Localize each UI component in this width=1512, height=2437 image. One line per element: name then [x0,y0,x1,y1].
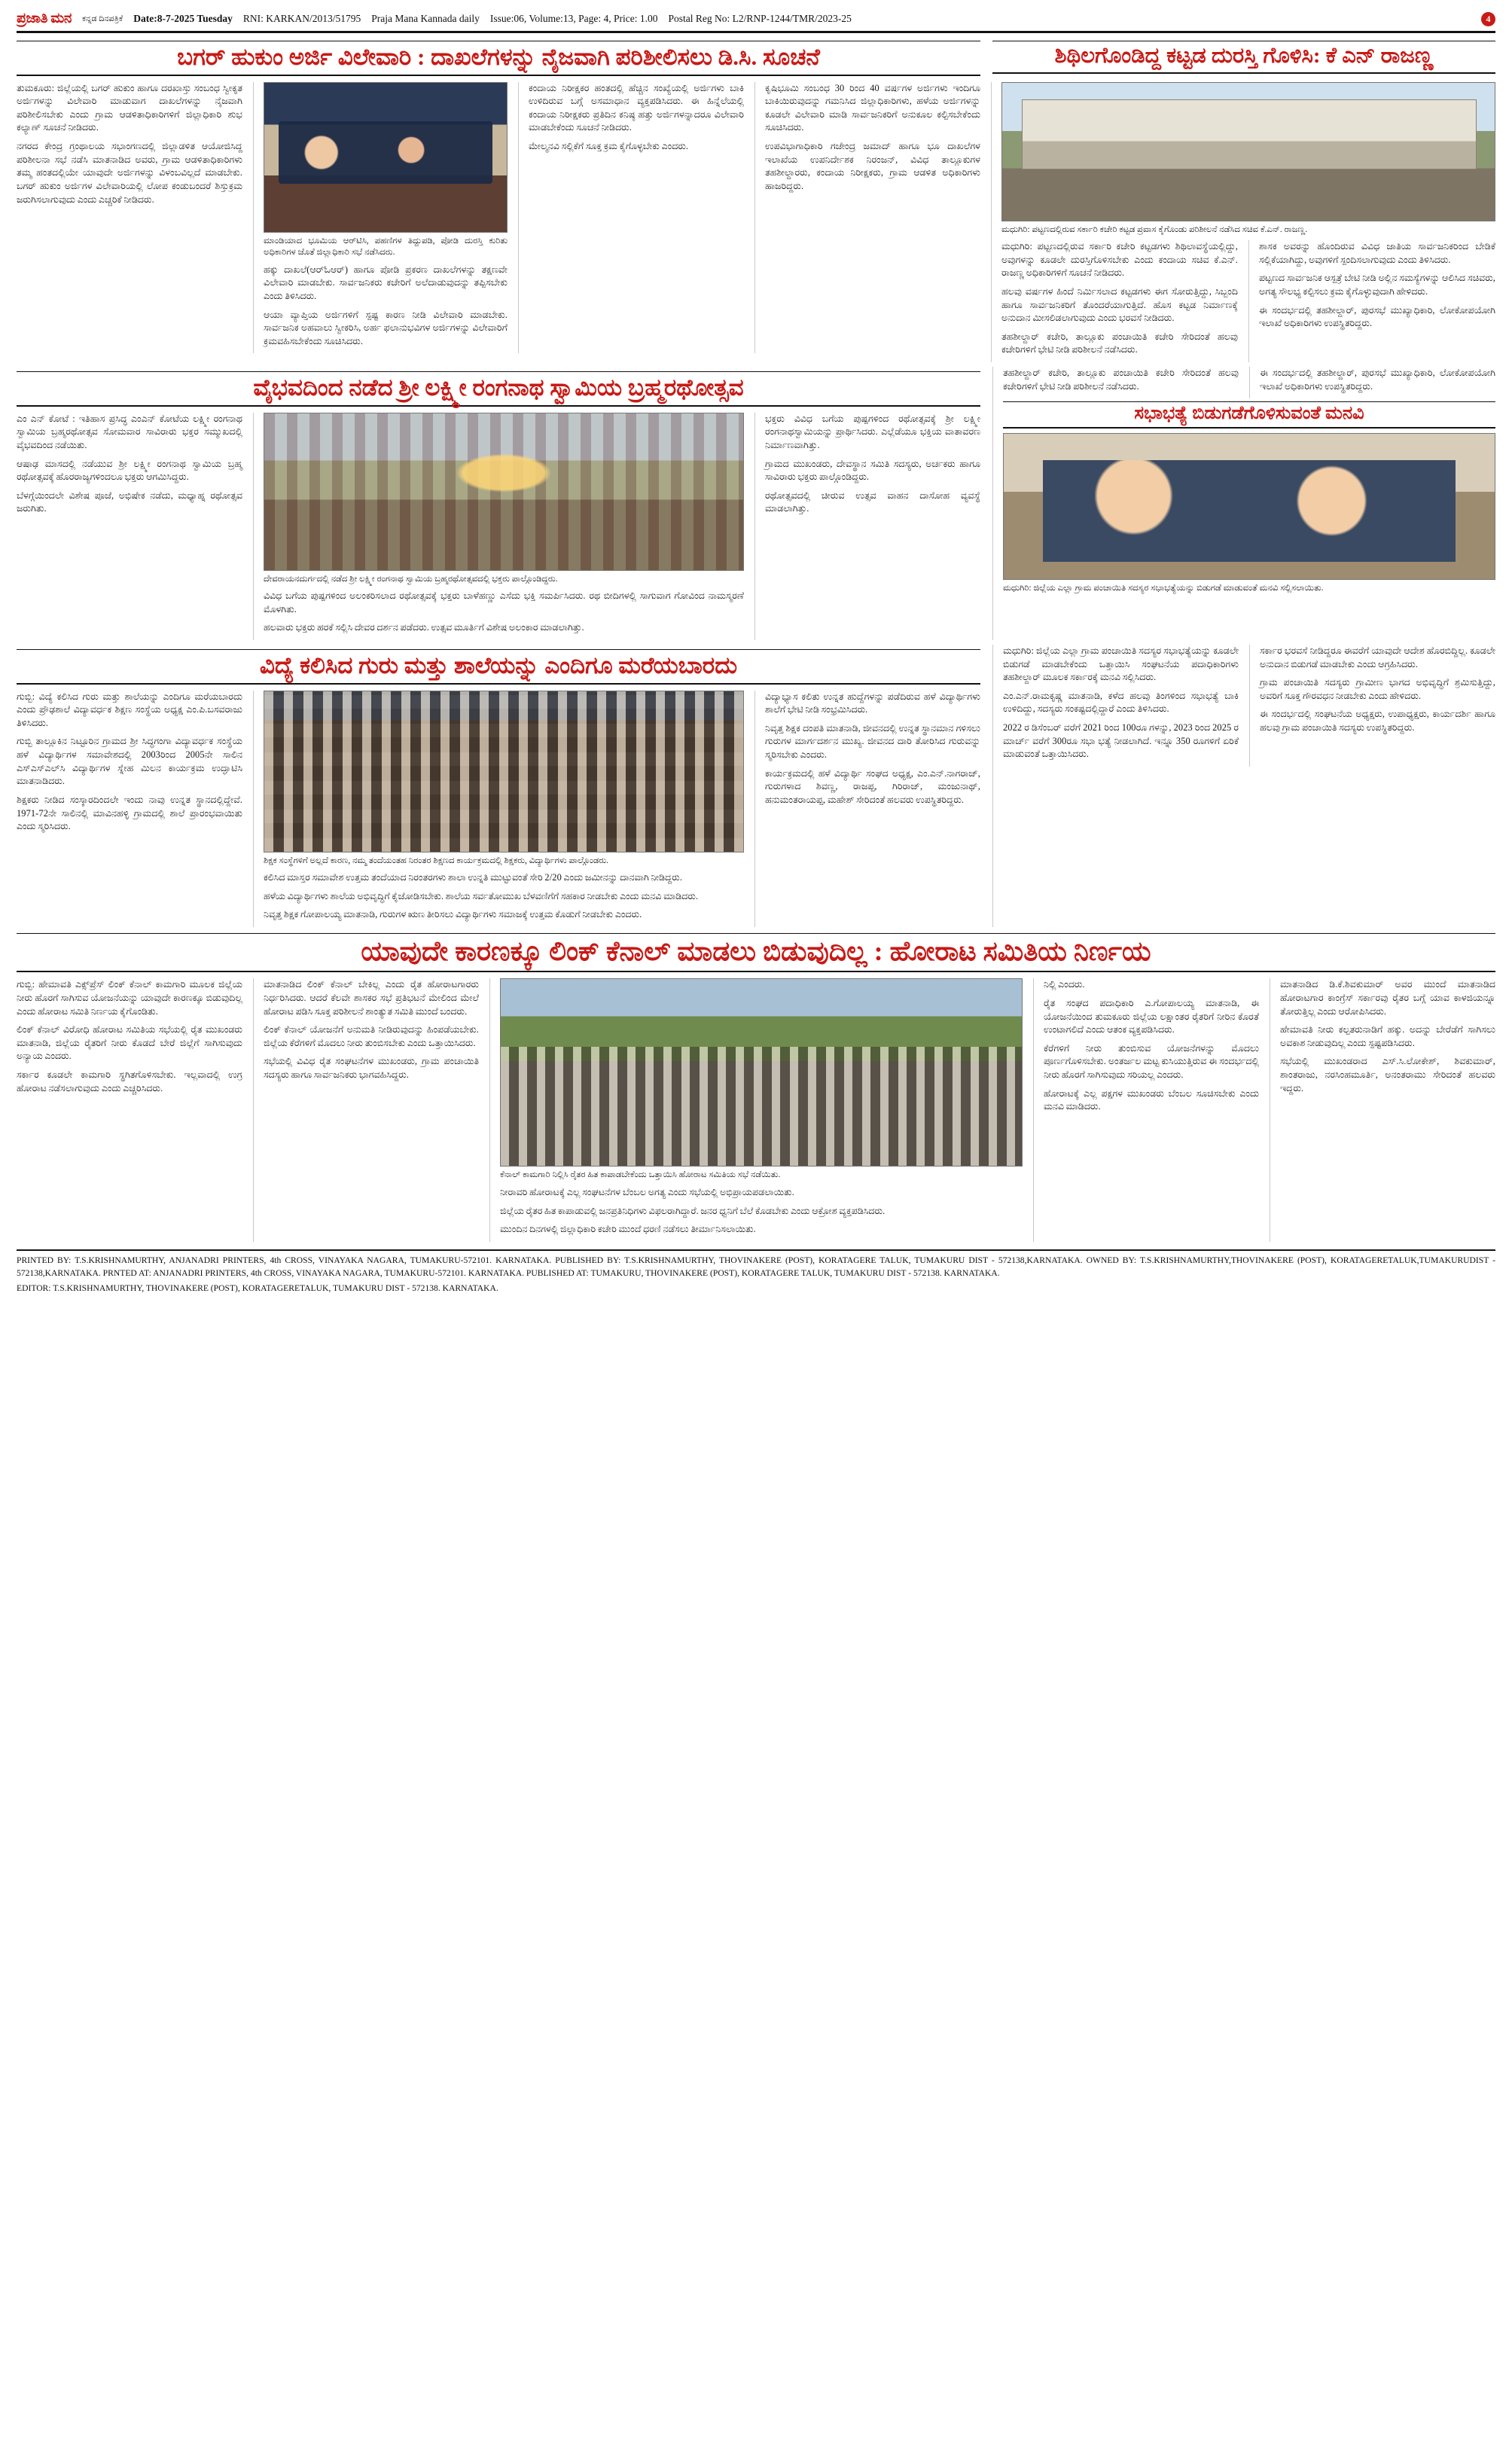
story3-photo-caption: ದೇವರಾಯನದುರ್ಗದಲ್ಲಿ ನಡೆದ ಶ್ರೀ ಲಕ್ಷ್ಮೀ ರಂಗನಾಥ ಸ್ವಾಮಿಯ ಬ್ರಹ್ಮರಥೋತ್ಸವದಲ್ಲಿ ಭಕ್ತರು ಪಾಲ್ಗೊಂಡಿದ್ದರು. [264,574,558,584]
story3-col1: ಎಂ ಎನ್ ಕೋಟೆ : ಇತಿಹಾಸ ಪ್ರಸಿದ್ಧ ಎಂಎನ್ ಕೋಟೆಯ ಲಕ್ಷ್ಮೀ ರಂಗನಾಥ ಸ್ವಾಮಿಯ ಬ್ರಹ್ಮರಥೋತ್ಸವ ಸೋಮವಾರ ಸಾವಿರಾರು ಭಕ್ತರ ಸಮ್ಮುಖದಲ್ಲಿ ವೈಭವದಿಂದ ನಡೆಯಿತು. ಆಷಾಢ ಮಾಸದಲ್ಲಿ ನಡೆಯುವ ಶ್ರೀ ಲಕ್ಷ್ಮೀ ರಂಗನಾಥ ಸ್ವಾಮಿಯ ಬ್ರಹ್ಮ ರಥೋತ್ಸವಕ್ಕೆ ಹೊರರಾಜ್ಯಗಳಿಂದಲೂ ಭಕ್ತರು ಆಗಮಿಸಿದ್ದರು. ಬೆಳಗ್ಗೆಯಿಂದಲೇ ವಿಶೇಷ ಪೂಜೆ, ಅಭಿಷೇಕ ನಡೆದು, ಮಧ್ಯಾಹ್ನ ರಥೋತ್ಸವ ಜರುಗಿತು. [17,413,242,514]
story2-col2: ಶಾಸಕ ಅವರನ್ನು ಹೊಂದಿರುವ ವಿವಿಧ ಜಾತಿಯ ಸಾರ್ವಜನಿಕರಿಂದ ಬೇಡಿಕೆ ಸಲ್ಲಿಕೆಯಾಗಿದ್ದು, ಅವುಗಳಿಗೆ ಸ್ಪಂದಿಸಲಾಗುವುದು ಎಂದು ತಿಳಿಸಿದರು. ಪಟ್ಟಣದ ಸಾರ್ವಜನಿಕ ಆಸ್ಪತ್ರೆ ಬೇಟಿ ನೀಡಿ ಅಲ್ಲಿನ ಸಮಸ್ಯೆಗಳನ್ನು ಆಲಿಸಿದ ಸಚಿವರು, ಅಗತ್ಯ ಸೌಲಭ್ಯ ಕಲ್ಪಿಸಲು ಕ್ರಮ ಕೈಗೊಳ್ಳುವುದಾಗಿ ಹೇಳಿದರು. ಈ ಸಂದರ್ಭದಲ್ಲಿ ತಹಶೀಲ್ದಾರ್, ಪುರಸಭೆ ಮುಖ್ಯಾಧಿಕಾರಿ, ಲೋಕೋಪಯೋಗಿ ಇಲಾಖೆ ಅಧಿಕಾರಿಗಳು ಉಪಸ್ಥಿತರಿದ್ದರು. [1259,241,1495,329]
headline-story2: ಶಿಥಿಲಗೊಂಡಿದ್ದ ಕಟ್ಟಡ ದುರಸ್ತಿ ಗೊಳಿಸಿ: ಕೆ ಎನ್ ರಾಜಣ್ಣ [992,41,1495,74]
story3-col2: ವಿವಿಧ ಬಗೆಯ ಪುಷ್ಪಗಳಿಂದ ಅಲಂಕರಿಸಲಾದ ರಥೋತ್ಸವಕ್ಕೆ ಭಕ್ತರು ಬಾಳೆಹಣ್ಣು ಎಸೆದು ಭಕ್ತಿ ಸಮರ್ಪಿಸಿದರು. ರಥ ಬೀದಿಗಳಲ್ಲಿ ಸಾಗುವಾಗ ಗೋವಿಂದ ನಾಮಸ್ಮರಣೆ ಮೊಳಗಿತು. ಹಲವಾರು ಭಕ್ತರು ಹರಕೆ ಸಲ್ಲಿಸಿ ದೇವರ ದರ್ಶನ ಪಡೆದರು. ಉತ್ಸವ ಮೂರ್ತಿಗೆ ವಿಶೇಷ ಅಲಂಕಾರ ಮಾಡಲಾಗಿತ್ತು. [264,590,744,633]
story1-col2: ಹಕ್ಕು ದಾಖಲೆ(ಆರ್‌ಓಆರ್) ಹಾಗೂ ಪೋಡಿ ಪ್ರಕರಣ ದಾಖಲೆಗಳನ್ನು ತಕ್ಷಣವೇ ವಿಲೇವಾರಿ ಮಾಡಬೇಕು. ಸಾರ್ವಜನಿಕರು ಕಚೇರಿಗೆ ಅಲೆದಾಡುವುದನ್ನು ತಪ್ಪಿಸಬೇಕು ಎಂದು ತಿಳಿಸಿದರು. ಆಯಾ ವ್ಯಾಪ್ತಿಯ ಅರ್ಜಿಗಳಿಗೆ ಸ್ಪಷ್ಟ ಕಾರಣ ನೀಡಿ ವಿಲೇವಾರಿ ಮಾಡಬೇಕು. ಸಾರ್ವಜನಿಕ ಅಹವಾಲು ಸ್ವೀಕರಿಸಿ, ಅರ್ಹ ಫಲಾನುಭವಿಗಳ ಅರ್ಜಿಗಳನ್ನು ವಿಲೇವಾರಿಗೆ ಕ್ರಮವಹಿಸಬೇಕೆಂದು ಸೂಚಿಸಿದರು. [264,264,508,346]
headline-story3: ವೈಭವದಿಂದ ನಡೆದ ಶ್ರೀ ಲಕ್ಷ್ಮೀ ರಂಗನಾಥ ಸ್ವಾಮಿಯ ಬ್ರಹ್ಮರಥೋತ್ಸವ [17,371,980,407]
english-title: Praja Mana Kannada daily [371,13,480,24]
page-number-badge: 4 [1481,12,1495,26]
story5-col1: ಗುಬ್ಬಿ: ವಿದ್ಯೆ ಕಲಿಸಿದ ಗುರು ಮತ್ತು ಶಾಲೆಯನ್ನು ಎಂದಿಗೂ ಮರೆಯಬಾರದು ಎಂದು ಪ್ರೌಢಶಾಲೆ ವಿದ್ಯಾವರ್ಧಕ ಶಿಕ್ಷಣ ಸಂಸ್ಥೆಯ ಅಧ್ಯಕ್ಷ ಎಂ.ಪಿ.ಬಸವರಾಜು ತಿಳಿಸಿದರು. ಗುಬ್ಬಿ ತಾಲ್ಲೂಕಿನ ನಿಟ್ಟೂರಿನ ಗ್ರಾಮದ ಶ್ರೀ ಸಿದ್ಧಗಂಗಾ ವಿದ್ಯಾವರ್ಧಕ ಸಂಸ್ಥೆಯ ಹಳೆ ವಿದ್ಯಾರ್ಥಿಗಳ ಸಮಾವೇಶದಲ್ಲಿ 2003ರಿಂದ 2005ನೇ ಸಾಲಿನ ಎಸ್‌ಎಸ್‌ಎಲ್‌ಸಿ ವಿದ್ಯಾರ್ಥಿಗಳ ಸ್ನೇಹ ಮಿಲನ ಕಾರ್ಯಕ್ರಮ ಉದ್ಘಾಟಿಸಿ ಮಾತನಾಡಿದರು. ಶಿಕ್ಷಕರು ನೀಡಿದ ಸಂಸ್ಕಾರದಿಂದಲೇ ಇಂದು ನಾವು ಉನ್ನತ ಸ್ಥಾನದಲ್ಲಿದ್ದೇವೆ. 1971-72ನೇ ಸಾಲಿನಲ್ಲಿ ಮಾವಿನಹಳ್ಳಿ ಗ್ರಾಮದಲ್ಲಿ ಶಾಲೆ ಪ್ರಾರಂಭವಾಯಿತು ಎಂದು ಸ್ಮರಿಸಿದರು. [17,691,242,832]
story1-col3: ಕಂದಾಯ ನಿರೀಕ್ಷಕರ ಹಂತದಲ್ಲಿ ಹೆಚ್ಚಿನ ಸಂಖ್ಯೆಯಲ್ಲಿ ಅರ್ಜಿಗಳು ಬಾಕಿ ಉಳಿದಿರುವ ಬಗ್ಗೆ ಅಸಮಾಧಾನ ವ್ಯಕ್ತಪಡಿಸಿದರು. ಈ ಹಿನ್ನೆಲೆಯಲ್ಲಿ ಕಂದಾಯ ನಿರೀಕ್ಷಕರು ಪ್ರತಿದಿನ ಕನಿಷ್ಠ ಹತ್ತು ಅರ್ಜಿಗಳನ್ನಾದರೂ ವಿಲೇವಾರಿ ಮಾಡಬೇಕೆಂದು ಸೂಚನೆ ನೀಡಿದರು. ಮೇಲ್ಮನವಿ ಸಲ್ಲಿಕೆಗೆ ಸೂಕ್ತ ಕ್ರಮ ಕೈಗೊಳ್ಳಬೇಕು ಎಂದರು. [529,82,744,152]
story6-col5: ಮಾತನಾಡಿದ ಡಿ.ಕೆ.ಶಿವಕುಮಾರ್ ಅವರ ಮುಂದೆ ಮಾತನಾಡಿದ ಹೋರಾಟಗಾರ ಕಾಂಗ್ರೆಸ್ ಸರ್ಕಾರವು ರೈತರ ಬಗ್ಗೆ ಯಾವ ಕಾಳಜಿಯನ್ನೂ ತೋರುತ್ತಿಲ್ಲ ಎಂದು ಆರೋಪಿಸಿದರು. ಹೇಮಾವತಿ ನೀರು ಕಲ್ಪತರುನಾಡಿಗೆ ಹಕ್ಕು. ಅದನ್ನು ಬೇರೆಡೆಗೆ ಸಾಗಿಸಲು ಅವಕಾಶ ನೀಡುವುದಿಲ್ಲ ಎಂದು ಸ್ಪಷ್ಟಪಡಿಸಿದರು. ಸಭೆಯಲ್ಲಿ ಮುಖಂಡರಾದ ಎಸ್.ಸಿ.ಲೋಕೇಶ್, ಶಿವಕುಮಾರ್, ಶಾಂತರಾಜು, ನರಸಿಂಹಮೂರ್ತಿ, ಅನಂತರಾಮು ಸೇರಿದಂತೆ ಹಲವರು ಇದ್ದರು. [1280,979,1495,1093]
story6-col4: ನಿಲ್ಲಿ ಎಂದರು. ರೈತ ಸಂಘದ ಪದಾಧಿಕಾರಿ ಎ.ಗೋಪಾಲಯ್ಯ ಮಾತನಾಡಿ, ಈ ಯೋಜನೆಯಿಂದ ತುಮಕೂರು ಜಿಲ್ಲೆಯ ಲಕ್ಷಾಂತರ ರೈತರಿಗೆ ನೀರಿನ ಕೊರತೆ ಉಂಟಾಗಲಿದೆ ಎಂದು ಆತಂಕ ವ್ಯಕ್ತಪಡಿಸಿದರು. ಕೆರೆಗಳಿಗೆ ನೀರು ತುಂಬಿಸುವ ಯೋಜನೆಗಳನ್ನು ಮೊದಲು ಪೂರ್ಣಗೊಳಿಸಬೇಕು. ಅಂತರ್ಜಲ ಮಟ್ಟ ಕುಸಿಯುತ್ತಿರುವ ಈ ಸಂದರ್ಭದಲ್ಲಿ ನೀರು ಹೊರಗೆ ಸಾಗಿಸುವುದು ಸರಿಯಲ್ಲ ಎಂದರು. ಹೋರಾಟಕ್ಕೆ ಎಲ್ಲ ಪಕ್ಷಗಳ ಮುಖಂಡರು ಬೆಂಬಲ ಸೂಚಿಸಬೇಕು ಎಂದು ಮನವಿ ಮಾಡಿದರು. [1044,979,1259,1112]
story1-col1: ತುಮಕೂರು: ಜಿಲ್ಲೆಯಲ್ಲಿ ಬಗರ್ ಹುಕುಂ ಹಾಗೂ ದರಖಾಸ್ತು ಸಂಬಂಧ ಸ್ವೀಕೃತ ಅರ್ಜಿಗಳನ್ನು ವಿಲೇವಾರಿ ಮಾಡುವಾಗ ದಾಖಲೆಗಳನ್ನು ನೈಜವಾಗಿ ಪರಿಶೀಲಿಸಬೇಕು ಎಂದು ಗ್ರಾಮ ಆಡಳಿತಾಧಿಕಾರಿಗಳಿಗೆ ಜಿಲ್ಲಾಧಿಕಾರಿ ಶುಭ ಕಲ್ಯಾಣ್ ಸೂಚನೆ ನೀಡಿದರು. ನಗರದ ಕೇಂದ್ರ ಗ್ರಂಥಾಲಯ ಸಭಾಂಗಣದಲ್ಲಿ ಜಿಲ್ಲಾಡಳಿತ ಆಯೋಜಿಸಿದ್ದ ಪರಿಶೀಲನಾ ಸಭೆ ನಡೆಸಿ ಮಾತನಾಡಿದ ಅವರು, ಗ್ರಾಮ ಆಡಳಿತಾಧಿಕಾರಿಗಳು ತಮ್ಮ ಹಂತದಲ್ಲಿಯೇ ಯಾವುದೇ ಅರ್ಜಿಗಳನ್ನು ವಿಳಂಬವಿಲ್ಲದೆ ಮಾಡಬೇಕು. ಬಗರ್ ಹುಕುಂ ಅರ್ಜಿಗಳ ವಿಲೇವಾರಿಯಲ್ಲಿ ಲೋಪ ಕಂಡುಬಂದರೆ ಶಿಸ್ತುಕ್ರಮ ಜರುಗಿಸಲಾಗುವುದು ಎಂದು ಎಚ್ಚರಿಕೆ ನೀಡಿದರು. [17,82,242,205]
story6-photo-caption: ಕೆನಾಲ್ ಕಾಮಗಾರಿ ನಿಲ್ಲಿಸಿ ರೈತರ ಹಿತ ಕಾಪಾಡಬೇಕೆಂದು ಒತ್ತಾಯಿಸಿ ಹೋರಾಟ ಸಮಿತಿಯ ಸಭೆ ನಡೆಯಿತು. [500,1170,781,1180]
logo-kannada-title: ಪ್ರಜಾತಿ ಮನ [17,11,72,26]
story4-photo-caption: ಮಧುಗಿರಿ: ಜಿಲ್ಲೆಯ ಎಲ್ಲಾ ಗ್ರಾಮ ಪಂಚಾಯಿತಿ ಸದಸ್ಯರ ಸಭಾಭತ್ಯೆಯನ್ನು ಬಿಡುಗಡೆ ಮಾಡುವಂತೆ ಮನವಿ ಸಲ್ಲಿಸಲಾಯಿತು. [1003,584,1324,593]
story5-photo-caption: ಶಿಕ್ಷಕ ಸಂಸ್ಥೆಗಳಿಗೆ ಅಲ್ಲದೆ ಕಾರಣ, ನಮ್ಮ ತಂದೆಯಂತಹ ನಿರಂತರ ಶಿಕ್ಷಣದ ಕಾರ್ಯಕ್ರಮದಲ್ಲಿ ಶಿಕ್ಷಕರು, ವಿದ್ಯಾರ್ಥಿಗಳು ಪಾಲ್ಗೊಂಡರು. [264,856,608,865]
story4-photo [1003,433,1495,580]
story1-photo [264,82,508,233]
masthead [17,11,1495,33]
issue-info: Issue:06, Volume:13, Page: 4, Price: 1.00 [489,13,658,24]
story2-photo [1001,82,1495,221]
story2-cont-col2: ಈ ಸಂದರ್ಭದಲ್ಲಿ ತಹಶೀಲ್ದಾರ್, ಪುರಸಭೆ ಮುಖ್ಯಾಧಿಕಾರಿ, ಲೋಕೋಪಯೋಗಿ ಇಲಾಖೆ ಅಧಿಕಾರಿಗಳು ಉಪಸ್ಥಿತರಿದ್ದರು. [1260,368,1495,392]
story5-photo [264,691,744,852]
headline-story6: ಯಾವುದೇ ಕಾರಣಕ್ಕೂ ಲಿಂಕ್ ಕೆನಾಲ್ ಮಾಡಲು ಬಿಡುವುದಿಲ್ಲ : ಹೋರಾಟ ಸಮಿತಿಯ ನಿರ್ಣಯ [17,933,1495,972]
story4-col2: ಸರ್ಕಾರ ಭರವಸೆ ನೀಡಿದ್ದರೂ ಈವರೆಗೆ ಯಾವುದೇ ಆದೇಶ ಹೊರಬಿದ್ದಿಲ್ಲ. ಕೂಡಲೇ ಅನುದಾನ ಬಿಡುಗಡೆ ಮಾಡಬೇಕು ಎಂದು ಆಗ್ರಹಿಸಿದರು. ಗ್ರಾಮ ಪಂಚಾಯಿತಿ ಸದಸ್ಯರು ಗ್ರಾಮೀಣ ಭಾಗದ ಅಭಿವೃದ್ಧಿಗೆ ಶ್ರಮಿಸುತ್ತಿದ್ದು, ಅವರಿಗೆ ಸೂಕ್ತ ಗೌರವಧನ ನೀಡಬೇಕು ಎಂದು ಹೇಳಿದರು. ಈ ಸಂದರ್ಭದಲ್ಲಿ ಸಂಘಟನೆಯ ಅಧ್ಯಕ್ಷರು, ಉಪಾಧ್ಯಕ್ಷರು, ಕಾರ್ಯದರ್ಶಿ ಹಾಗೂ ಹಲವು ಗ್ರಾಮ ಪಂಚಾಯಿತಿ ಸದಸ್ಯರು ಉಪಸ್ಥಿತರಿದ್ದರು. [1260,645,1495,734]
story6-col3: ನೀರಾವರಿ ಹೋರಾಟಕ್ಕೆ ಎಲ್ಲ ಸಂಘಟನೆಗಳ ಬೆಂಬಲ ಅಗತ್ಯ ಎಂದು ಸಭೆಯಲ್ಲಿ ಅಭಿಪ್ರಾಯಪಡಲಾಯಿತು. ಜಿಲ್ಲೆಯ ರೈತರ ಹಿತ ಕಾಪಾಡುವಲ್ಲಿ ಜನಪ್ರತಿನಿಧಿಗಳು ವಿಫಲರಾಗಿದ್ದಾರೆ. ಜನರ ಧ್ವನಿಗೆ ಬೆಲೆ ಕೊಡಬೇಕು ಎಂದು ಆಕ್ರೋಶ ವ್ಯಕ್ತಪಡಿಸಿದರು. ಮುಂದಿನ ದಿನಗಳಲ್ಲಿ ಜಿಲ್ಲಾಧಿಕಾರಿ ಕಚೇರಿ ಮುಂದೆ ಧರಣಿ ನಡೆಸಲು ತೀರ್ಮಾನಿಸಲಾಯಿತು. [500,1186,886,1235]
newspaper-logo [17,11,72,27]
logo-subtitle: ಕನ್ನಡ ದಿನಪತ್ರಿಕೆ [81,14,123,23]
story6-col1: ಗುಬ್ಬಿ: ಹೇಮಾವತಿ ಎಕ್ಸ್‌ಪ್ರೆಸ್ ಲಿಂಕ್ ಕೆನಾಲ್ ಕಾಮಗಾರಿ ಮೂಲಕ ಜಿಲ್ಲೆಯ ನೀರು ಹೊರಗೆ ಸಾಗಿಸುವ ಯೋಜನೆಯನ್ನು ಯಾವುದೇ ಕಾರಣಕ್ಕೂ ಬಿಡುವುದಿಲ್ಲ ಎಂದು ಹೋರಾಟ ಸಮಿತಿ ನಿರ್ಣಯ ಕೈಗೊಂಡಿತು. ಲಿಂಕ್ ಕೆನಾಲ್ ವಿರೋಧಿ ಹೋರಾಟ ಸಮಿತಿಯ ಸಭೆಯಲ್ಲಿ ರೈತ ಮುಖಂಡರು ಮಾತನಾಡಿ, ಜಿಲ್ಲೆಯ ರೈತರಿಗೆ ನೀರು ಕೊಡದೆ ಬೇರೆ ಜಿಲ್ಲೆಗೆ ಸಾಗಿಸುವುದು ಅನ್ಯಾಯ ಎಂದರು. ಸರ್ಕಾರ ಕೂಡಲೇ ಕಾಮಗಾರಿ ಸ್ಥಗಿತಗೊಳಿಸಬೇಕು. ಇಲ್ಲವಾದಲ್ಲಿ ಉಗ್ರ ಹೋರಾಟ ನಡೆಸಲಾಗುವುದು ಎಂದು ಎಚ್ಚರಿಸಿದರು. [17,979,242,1093]
story5-col3: ವಿದ್ಯಾಭ್ಯಾಸ ಕಲಿತು ಉನ್ನತ ಹುದ್ದೆಗಳನ್ನು ಪಡೆದಿರುವ ಹಳೆ ವಿದ್ಯಾರ್ಥಿಗಳು ಶಾಲೆಗೆ ಭೇಟಿ ನೀಡಿ ಸಂಭ್ರಮಿಸಿದರು. ನಿವೃತ್ತ ಶಿಕ್ಷಕ ದಂಪತಿ ಮಾತನಾಡಿ, ಜೀವನದಲ್ಲಿ ಉನ್ನತ ಸ್ಥಾನಮಾನ ಗಳಿಸಲು ಗುರುಗಳ ಮಾರ್ಗದರ್ಶನ ಮುಖ್ಯ. ಜೀವನದ ದಾರಿ ತೋರಿಸಿದ ಗುರುವನ್ನು ಸ್ಮರಿಸಬೇಕು ಎಂದರು. ಕಾರ್ಯಕ್ರಮದಲ್ಲಿ ಹಳೆ ವಿದ್ಯಾರ್ಥಿ ಸಂಘದ ಅಧ್ಯಕ್ಷ, ಎಂ.ಎನ್.ನಾಗರಾಜ್, ಗುರುಗಳಾದ ಶಿವಣ್ಣ, ರಾಜಪ್ಪ, ಗಿರಿರಾಜ್, ಮಂಜುನಾಥ್, ಹನುಮಂತರಾಯಪ್ಪ, ಮಹೇಶ್ ಸೇರಿದಂತೆ ಹಲವರು ಉಪಸ್ಥಿತರಿದ್ದರು. [765,691,980,805]
footer-printed-by: PRINTED BY: T.S.KRISHNAMURTHY, ANJANADRI PRINTERS, 4th CROSS, VINAYAKA NAGARA, TUMAKURU-572101. KARNATAKA. PUBLISHED BY: T.S.KRISHNAMURTHY, THOVINAKERE (POST), KORATAGERE TALUK, TUMAKURU DIST - 572138,KARNATAKA. OWNED BY: T.S.KRISHNAMURTHY,THOVINAKERE (POST), KORATAGERETALUK,TUMAKURUDIST - 572138,KARNATAKA. PRNTED AT: ANJANADRI PRINTERS, 4th CROSS, VINAYAKA NAGARA, TUMAKURU-572101. KARNATAKA. PUBLISHED AT: TUMAKURU, THOVINAKERE (POST), KORATAGERE TALUK, TUMAKURU DIST - 572138. KARNATAKA. [17,1255,1495,1278]
story3-col3: ಭಕ್ತರು ವಿವಿಧ ಬಗೆಯ ಪುಷ್ಪಗಳಿಂದ ರಥೋತ್ಸವಕ್ಕೆ ಶ್ರೀ ಲಕ್ಷ್ಮೀ ರಂಗನಾಥಸ್ವಾಮಿಯನ್ನು ಪ್ರಾರ್ಥಿಸಿದರು. ಎಲ್ಲೆಡೆಯೂ ಭಕ್ತಿಯ ವಾತಾವರಣ ನಿರ್ಮಾಣವಾಗಿತ್ತು. ಗ್ರಾಮದ ಮುಖಂಡರು, ದೇವಸ್ಥಾನ ಸಮಿತಿ ಸದಸ್ಯರು, ಅರ್ಚಕರು ಹಾಗೂ ಸಾವಿರಾರು ಭಕ್ತರು ಪಾಲ್ಗೊಂಡಿದ್ದರು. ರಥೋತ್ಸವದಲ್ಲಿ ಚೀರುವ ಉತ್ಸವ ವಾಹನ ದಾಸೋಹ ವ್ಯವಸ್ಥೆ ಮಾಡಲಾಗಿತ್ತು. [765,413,980,514]
story1-photo-caption: ಮಾಂಡಿಯಾದ ಭೂಮಿಯ ಆರ್‌ಟಿಸಿ, ಪಹಣಿಗಳ ತಿದ್ದುಪಡಿ, ಪೋಡಿ ದುರಸ್ತಿ ಕುರಿತು ಅಧಿಕಾರಿಗಳ ಜೊತೆ ಜಿಲ್ಲಾಧಿಕಾರಿ ಸಭೆ ನಡೆಸಿದರು. [264,236,508,258]
story5-col2: ಕಲಿಸಿದ ಮಾಸ್ತರ ಸಮಾವೇಶ ಉತ್ತಮ ತಂದೆಯಾದ ನಿರಂತರಗಳು ಶಾಲಾ ಉನ್ನತಿ ಮುಟ್ಟುವಂತೆ ಸೇರಿ 2/20 ಎಂದು ಜಮೀನನ್ನು ದಾನವಾಗಿ ನೀಡಿದ್ದರು. ಹಳೆಯ ವಿದ್ಯಾರ್ಥಿಗಳು ಶಾಲೆಯ ಅಭಿವೃದ್ಧಿಗೆ ಕೈಜೋಡಿಸಬೇಕು. ಶಾಲೆಯ ಸರ್ವತೋಮುಖ ಬೆಳವಣಿಗೆಗೆ ಸಹಕಾರ ನೀಡಬೇಕು ಎಂದು ಮನವಿ ಮಾಡಿದರು. ನಿವೃತ್ತ ಶಿಕ್ಷಕ ಗೋಪಾಲಯ್ಯ ಮಾತನಾಡಿ, ಗುರುಗಳ ಋಣ ತೀರಿಸಲು ವಿದ್ಯಾರ್ಥಿಗಳು ಸಮಾಜಕ್ಕೆ ಉತ್ತಮ ಕೊಡುಗೆ ನೀಡಬೇಕು ಎಂದರು. [264,872,699,920]
story3-photo [264,413,744,571]
story1-col4: ಕೃಷಿಭೂಮಿ ಸಂಬಂಧ 30 ರಿಂದ 40 ವರ್ಷಗಳ ಅರ್ಜಿಗಳು ಇಂದಿಗೂ ಬಾಕಿಯಿರುವುದನ್ನು ಗಮನಿಸಿದ ಜಿಲ್ಲಾಧಿಕಾರಿಗಳು, ಹಳೆಯ ಅರ್ಜಿಗಳನ್ನು ಕೂಡಲೇ ವಿಲೇವಾರಿ ಮಾಡಿ ಸಾರ್ವಜನಿಕರಿಗೆ ಅನುಕೂಲ ಕಲ್ಪಿಸಬೇಕೆಂದು ಸೂಚಿಸಿದರು. ಉಪವಿಭಾಗಾಧಿಕಾರಿ ಗಜೇಂದ್ರ ಜಮಾದ್ ಹಾಗೂ ಭೂ ದಾಖಲೆಗಳ ಇಲಾಖೆಯ ಉಪನಿರ್ದೇಶಕ ನಿರಂಜನ್, ವಿವಿಧ ತಾಲ್ಲೂಕುಗಳ ತಹಶೀಲ್ದಾರರು, ಕಂದಾಯ ನಿರೀಕ್ಷಕರು, ಗ್ರಾಮ ಆಡಳಿತ ಅಧಿಕಾರಿಗಳು ಹಾಜರಿದ್ದರು. [765,82,980,191]
footer-editor: EDITOR: T.S.KRISHNAMURTHY, THOVINAKERE (POST), KORATAGERETALUK, TUMAKURU DIST - 572138. KARNATAKA. [17,1283,498,1294]
story2-col1: ಮಧುಗಿರಿ: ಪಟ್ಟಣದಲ್ಲಿರುವ ಸರ್ಕಾರಿ ಕಚೇರಿ ಕಟ್ಟಡಗಳು ಶಿಥಿಲಾವಸ್ಥೆಯಲ್ಲಿದ್ದು, ಅವುಗಳನ್ನು ಕೂಡಲೇ ದುರಸ್ತಿಗೊಳಿಸಬೇಕು ಎಂದು ಕಂದಾಯ ಸಚಿವ ಕೆ.ಎನ್. ರಾಜಣ್ಣ ಅಧಿಕಾರಿಗಳಿಗೆ ಸೂಚನೆ ನೀಡಿದರು. ಹಲವು ವರ್ಷಗಳ ಹಿಂದೆ ನಿರ್ಮಿಸಲಾದ ಕಟ್ಟಡಗಳು ಈಗ ಸೋರುತ್ತಿದ್ದು, ಸಿಬ್ಬಂದಿ ಹಾಗೂ ಸಾರ್ವಜನಿಕರಿಗೆ ತೊಂದರೆಯಾಗುತ್ತಿದೆ. ಹೊಸ ಕಟ್ಟಡ ನಿರ್ಮಾಣಕ್ಕೆ ಅನುದಾನ ಮೀಸಲಿಡಲಾಗುವುದು ಎಂದು ಭರವಸೆ ನೀಡಿದರು. ತಹಶೀಲ್ದಾರ್ ಕಚೇರಿ, ತಾಲ್ಲೂಕು ಪಂಚಾಯಿತಿ ಕಚೇರಿ ಸೇರಿದಂತೆ ಹಲವು ಕಚೇರಿಗಳಿಗೆ ಭೇಟಿ ನೀಡಿ ಪರಿಶೀಲನೆ ನಡೆಸಿದರು. [1001,241,1238,355]
postal-reg: Postal Reg No: L2/RNP-1244/TMR/2023-25 [668,13,852,24]
footer-imprint [17,1249,1495,1295]
headline-story5: ವಿದ್ಯೆ ಕಲಿಸಿದ ಗುರು ಮತ್ತು ಶಾಲೆಯನ್ನು ಎಂದಿಗೂ ಮರೆಯಬಾರದು [17,649,980,685]
publication-date: Date:8-7-2025 Tuesday [133,13,233,24]
story2-photo-caption: ಮಧುಗಿರಿ: ಪಟ್ಟಣದಲ್ಲಿರುವ ಸರ್ಕಾರಿ ಕಚೇರಿ ಕಟ್ಟಡ ಪ್ರವಾಸ ಕೈಗೊಂಡು ಪರಿಶೀಲನೆ ನಡೆಸಿದ ಸಚಿವ ಕೆ.ಎನ್. ರಾಜಣ್ಣ. [1001,224,1308,234]
headline-story4: ಸಭಾಭತ್ಯೆ ಬಿಡುಗಡೆಗೊಳಿಸುವಂತೆ ಮನವಿ [1003,401,1495,429]
headline-story1: ಬಗರ್ ಹುಕುಂ ಅರ್ಜಿ ವಿಲೇವಾರಿ : ದಾಖಲೆಗಳನ್ನು ನೈಜವಾಗಿ ಪರಿಶೀಲಿಸಲು ಡಿ.ಸಿ. ಸೂಚನೆ [17,41,980,76]
story6-col2: ಮಾತನಾಡಿದ ಲಿಂಕ್ ಕೆನಾಲ್ ಬೇಕಿಲ್ಲ ಎಂದು ರೈತ ಹೋರಾಟಗಾರರು ನಿರ್ಧರಿಸಿದರು. ಆದರೆ ಕೆಲವೇ ಶಾಸಕರ ಸಭೆ ಪ್ರತಿಭಟನೆ ಮೇಲಿಂದ ಮೇಲೆ ಹೋರಾಟ ಪಡಿಸಿ ಸೂಕ್ತ ಪರಿಶೀಲನೆ ಶಾಂತ್ಯುತ ಸಮಿತಿ ಮುಂದೆ ಬಂದರು. ಲಿಂಕ್ ಕೆನಾಲ್ ಯೋಜನೆಗೆ ಅನುಮತಿ ನೀಡಿರುವುದನ್ನು ಹಿಂಪಡೆಯಬೇಕು. ಜಿಲ್ಲೆಯ ಕೆರೆಗಳಿಗೆ ಮೊದಲು ನೀರು ತುಂಬಿಸಬೇಕು ಎಂದು ಒತ್ತಾಯಿಸಿದರು. ಸಭೆಯಲ್ಲಿ ವಿವಿಧ ರೈತ ಸಂಘಟನೆಗಳ ಮುಖಂಡರು, ಗ್ರಾಮ ಪಂಚಾಯಿತಿ ಸದಸ್ಯರು ಹಾಗೂ ಸಾರ್ವಜನಿಕರು ಭಾಗವಹಿಸಿದ್ದರು. [264,979,479,1081]
story6-photo [500,978,1023,1167]
story2-cont-col1: ತಹಶೀಲ್ದಾರ್ ಕಚೇರಿ, ತಾಲ್ಲೂಕು ಪಂಚಾಯಿತಿ ಕಚೇರಿ ಸೇರಿದಂತೆ ಹಲವು ಕಚೇರಿಗಳಿಗೆ ಭೇಟಿ ನೀಡಿ ಪರಿಶೀಲನೆ ನಡೆಸಿದರು. [1003,368,1239,392]
rni-number: RNI: KARKAN/2013/51795 [242,13,361,24]
story4-col1: ಮಧುಗಿರಿ: ಜಿಲ್ಲೆಯ ಎಲ್ಲಾ ಗ್ರಾಮ ಪಂಚಾಯಿತಿ ಸದಸ್ಯರ ಸಭಾಭತ್ಯೆಯನ್ನು ಕೂಡಲೇ ಬಿಡುಗಡೆ ಮಾಡಬೇಕೆಂದು ಒತ್ತಾಯಿಸಿ ಸಂಘಟನೆಯ ಪದಾಧಿಕಾರಿಗಳು ತಹಶೀಲ್ದಾರ್ ಮೂಲಕ ಸರ್ಕಾರಕ್ಕೆ ಮನವಿ ಸಲ್ಲಿಸಿದರು. ಎಂ.ಎನ್.ರಾಮಕೃಷ್ಣ ಮಾತನಾಡಿ, ಕಳೆದ ಹಲವು ತಿಂಗಳಿಂದ ಸಭಾಭತ್ಯೆ ಬಾಕಿ ಉಳಿದಿದ್ದು, ಸದಸ್ಯರು ಸಂಕಷ್ಟದಲ್ಲಿದ್ದಾರೆ ಎಂದು ತಿಳಿಸಿದರು. 2022 ರ ಡಿಸೆಂಬರ್ ವರೆಗೆ 2021 ರಿಂದ 100ರೂ ಗಳನ್ನು, 2023 ರಿಂದ 2025 ರ ಮಾರ್ಚ್ ವರೆಗೆ 300ರೂ ಸಭಾ ಭತ್ಯೆ ನೀಡಲಾಗಿದೆ. ಇನ್ನೂ 350 ರೂಗಳಿಗೆ ಏರಿಕೆ ಮಾಡುವಂತೆ ಒತ್ತಾಯಿಸಿದರು. [1003,645,1239,760]
